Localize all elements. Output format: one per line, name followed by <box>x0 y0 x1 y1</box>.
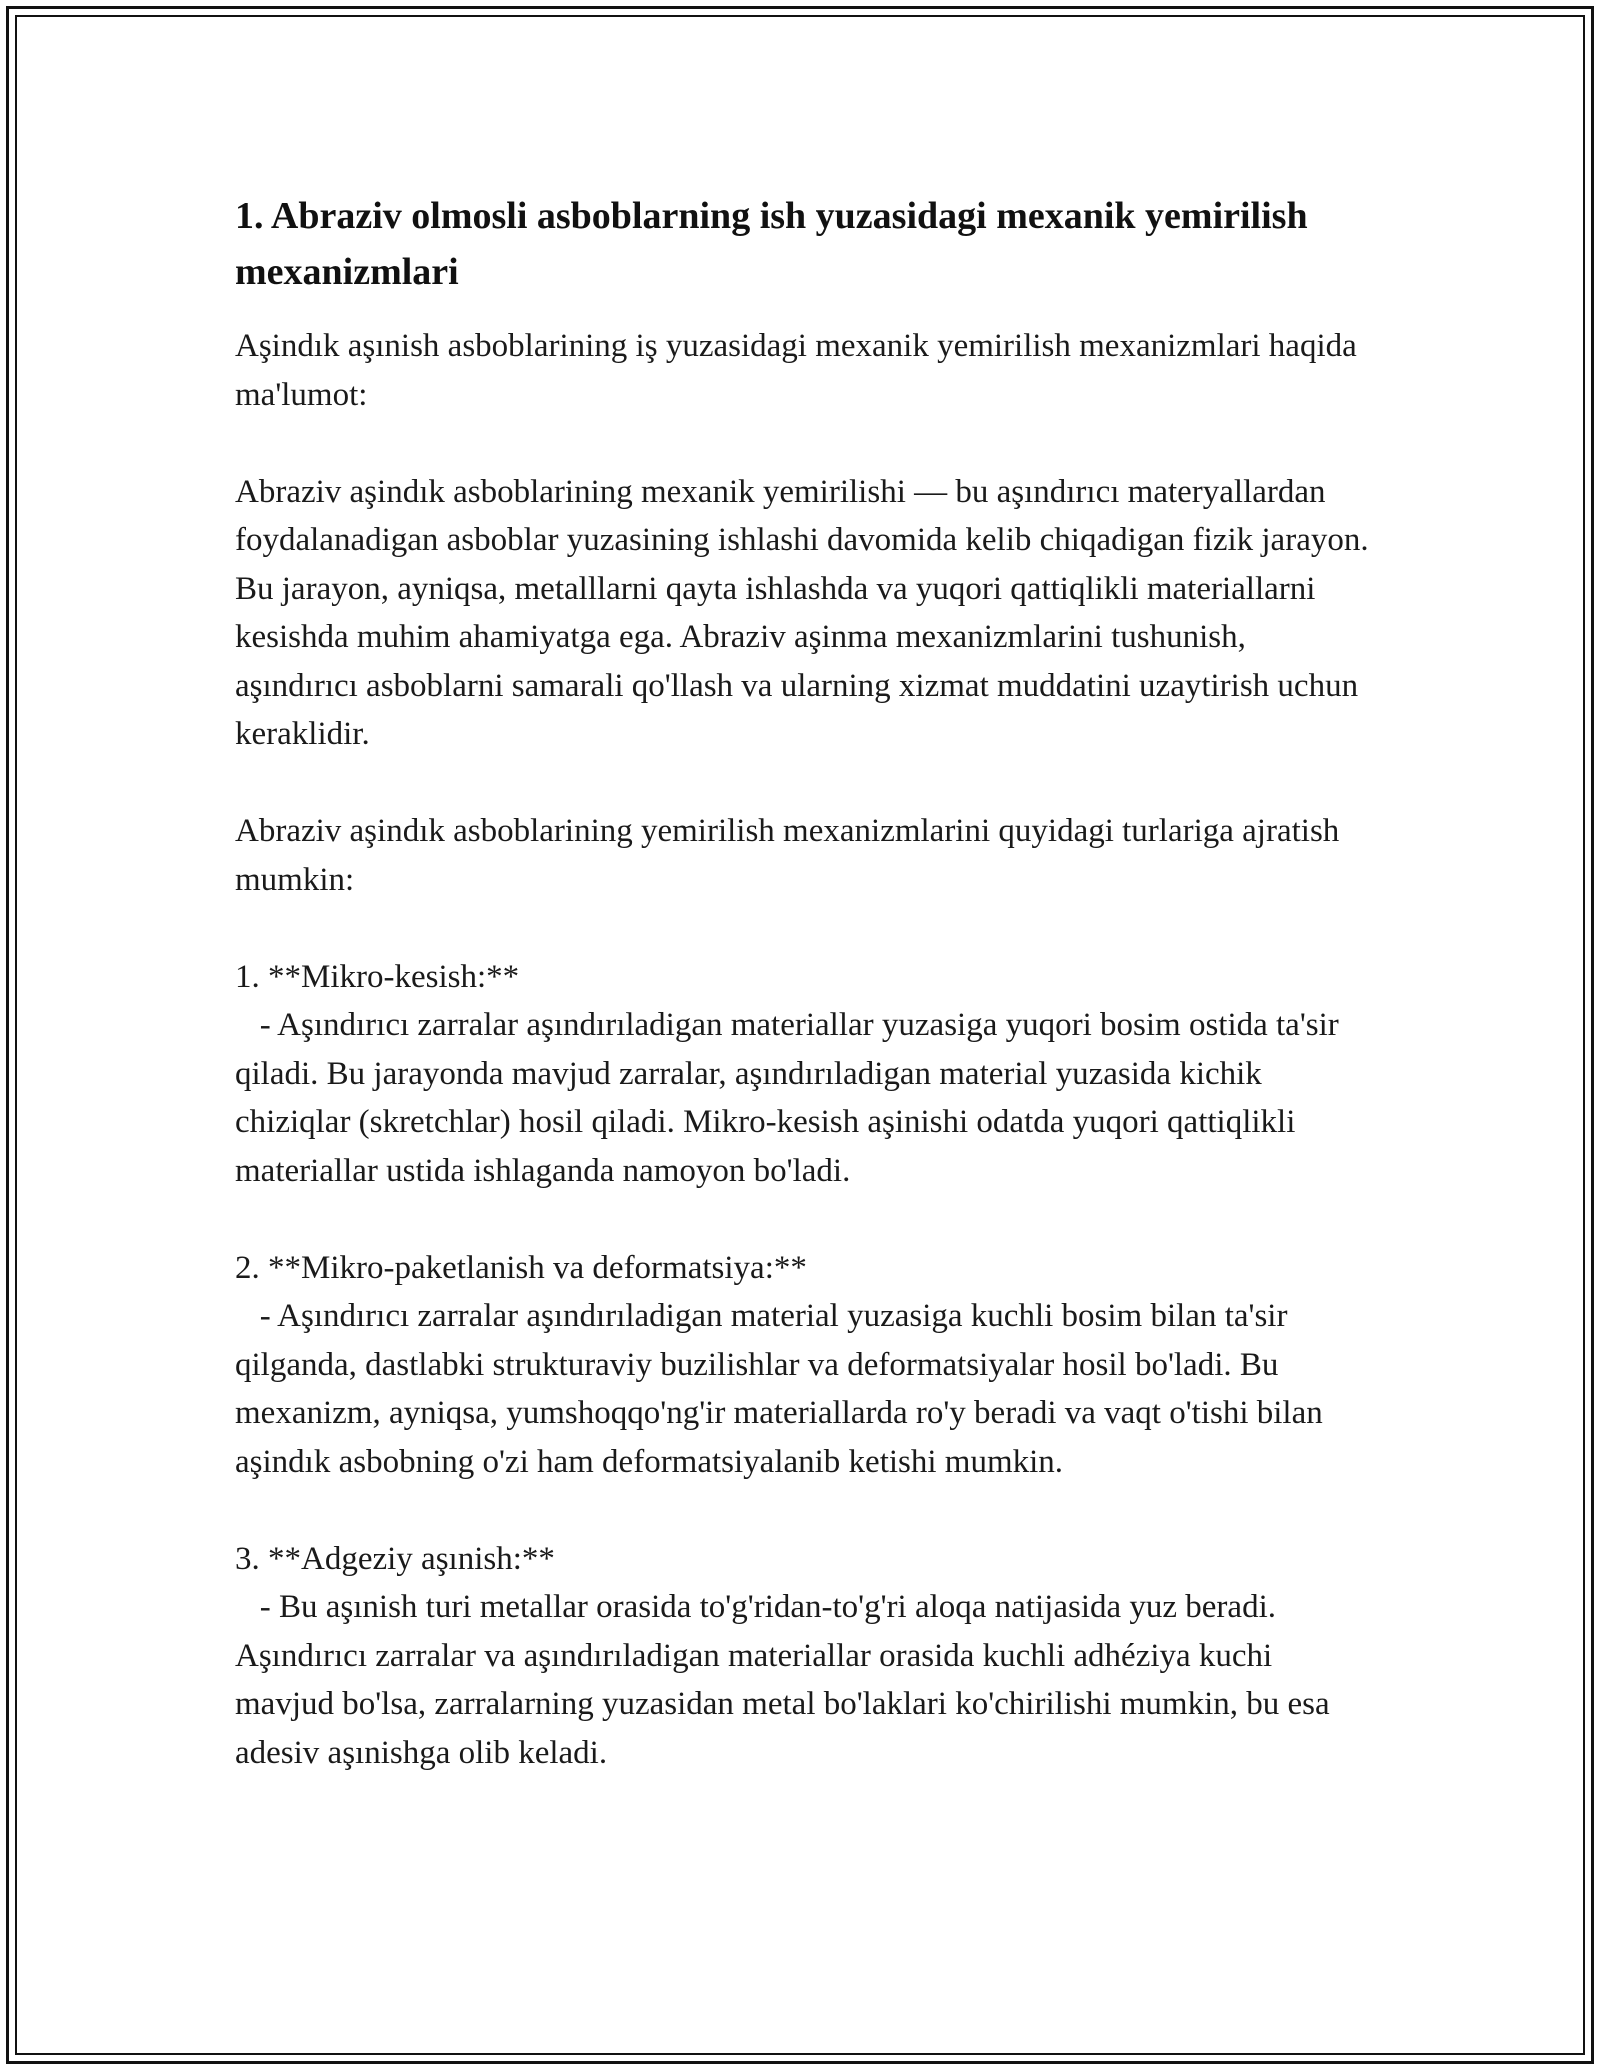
paragraph-overview: Abraziv aşindık asboblarining mexanik yemirilishi — bu aşındırıcı materyallardan foydalanadigan asboblar yuzasining ishlashi davomida kelib chiqadigan fizik jarayon. Bu jarayon, ayniqsa, metalllarni qayta ishlashda va yuqori qattiqlikli materiallarni kesishda muhim ahamiyatga ega. Abraziv aşinma mexanizmlarini tushunish, aşındırıcı asboblarni samarali qo'llash va ularning xizmat muddatini uzaytirish uchun keraklidir. <box>235 473 1377 752</box>
list-item-text: - Aşındırıcı zarralar aşındırıladigan materiallar yuzasiga yuqori bosim ostida ta'sir qiladi. Bu jarayonda mavjud zarralar, aşındırıladigan material yuzasida kichik chiziqlar (skretchlar) hosil qiladi. Mikro-kesish aşinishi odatda yuqori qattiqlikli materiallar ustida ishlaganda namoyon bo'ladi. <box>235 1007 1348 1189</box>
list-item-text: - Bu aşınish turi metallar orasida to'g'ridan-to'g'ri aloqa natijasida yuz beradi. Aşındırıcı zarralar va aşındırıladigan materiallar orasida kuchli adhéziya kuchi mavjud bo'lsa, zarralarning yuzasidan metal bo'laklari ko'chirilishi mumkin, bu esa adesiv aşınishga olib keladi. <box>235 1589 1338 1771</box>
list-item-adhesive-wear <box>235 1535 1370 1778</box>
paragraph-types: Abraziv aşindık asboblarining yemirilish mexanizmlarini quyidagi turlariga ajratish mumkin: <box>235 813 1348 898</box>
list-item-text: - Aşındırıcı zarralar aşındırıladigan material yuzasiga kuchli bosim bilan ta'sir qilganda, dastlabki strukturaviy buzilishlar va deformatsiyalar hosil bo'ladi. Bu mexanizm, ayniqsa, yumshoqqo'ng'ir materiallarda ro'y beradi va vaqt o'tishi bilan aşindık asbobning o'zi ham deformatsiyalanib ketishi mumkin. <box>235 1298 1331 1480</box>
list-item-deformation <box>235 1244 1370 1487</box>
intro-paragraph: Aşindık aşınish asboblarining iş yuzasidagi mexanik yemirilish mexanizmlari haqida ma'lumot: <box>235 328 1366 413</box>
list-item-micro-cutting <box>235 953 1370 1196</box>
list-item-heading: 3. **Adgeziy aşınish:** <box>235 1540 555 1577</box>
document-title: 1. Abraziv olmosli asboblarning ish yuzasidagi mexanik yemirilish mexanizmlari <box>235 195 1308 293</box>
document-body <box>235 188 1377 1826</box>
list-item-heading: 2. **Mikro-paketlanish va deformatsiya:** <box>235 1249 807 1286</box>
list-item-heading: 1. **Mikro-kesish:** <box>235 958 520 995</box>
